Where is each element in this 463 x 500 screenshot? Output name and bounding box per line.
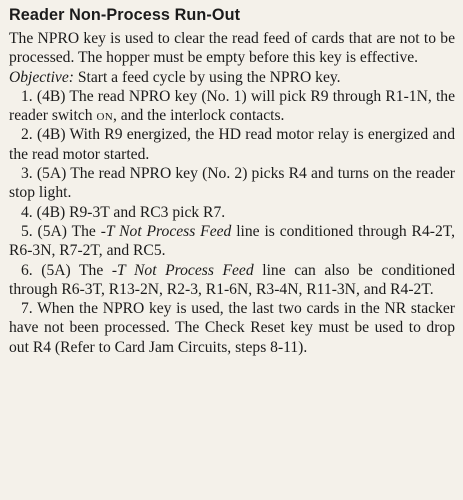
document-page xyxy=(9,5,455,357)
step-5 xyxy=(9,222,455,261)
step-1 xyxy=(9,87,455,126)
step-6-text-a: 6. (5A) The xyxy=(21,261,112,279)
step-2: 2. (4B) With R9 energized, the HD read motor relay is energized and the read motor started. xyxy=(9,126,455,163)
section-body xyxy=(9,29,455,357)
step-6-line-name: -T Not Process Feed xyxy=(111,261,254,279)
objective-paragraph xyxy=(9,68,455,87)
step-7: 7. When the NPRO key is used, the last two cards in the NR stacker have not been processed. The Check Reset key must be used to drop out R4 (Refer to Card Jam Circuits, steps 8-11). xyxy=(9,300,455,356)
step-5-text-a: 5. (5A) The xyxy=(21,222,101,240)
step-5-line-name: -T Not Process Feed xyxy=(100,222,232,240)
step-5-text-b: line is conditioned through R4-2T, R6-3N, R7-2T, and RC5. xyxy=(9,222,456,260)
step-4: 4. (4B) R9-3T and RC3 pick R7. xyxy=(21,203,226,221)
objective-label: Objective: xyxy=(9,68,74,86)
step-3: 3. (5A) The read NPRO key (No. 2) picks R4 and turns on the reader stop light. xyxy=(9,165,455,202)
step-1-switch-state: on xyxy=(96,107,113,125)
objective-text: Start a feed cycle by using the NPRO key. xyxy=(73,68,341,86)
step-6-text-b: line can also be conditioned through R6-3T, R13-2N, R2-3, R1-6N, R3-4N, R11-3N, and R4-2T. xyxy=(9,261,456,298)
step-6 xyxy=(9,261,455,300)
step-1-text-b: , and the interlock contacts. xyxy=(112,107,285,125)
step-1-text-a: 1. (4B) The read NPRO key (No. 1) will pick R9 through R1-1N, the reader switch xyxy=(9,87,455,125)
intro-paragraph: The NPRO key is used to clear the read feed of cards that are not to be processed. The hopper must be empty before this key is effective. xyxy=(9,30,455,67)
section-heading: Reader Non-Process Run-Out xyxy=(9,6,241,24)
